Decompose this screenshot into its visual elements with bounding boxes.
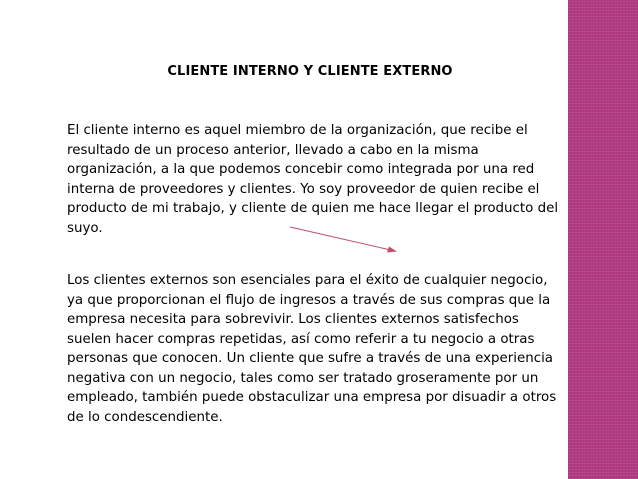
slide-title: CLIENTE INTERNO Y CLIENTE EXTERNO (167, 64, 453, 79)
decorative-side-bar (568, 0, 638, 479)
paragraph-internal-client: El cliente interno es aquel miembro de la organización, que recibe el resultado de un proceso anterior, llevado a cabo en la misma organización, a la que podemos concebir como integrada por una red interna de proveedores y clientes. Yo soy proveedor de quien recibe el producto de mi trabajo, y cliente de quien me hace llegar el producto del suyo. (67, 123, 559, 236)
paragraph-external-client: Los clientes externos son esenciales para el éxito de cualquier negocio, ya que proporcionan el flujo de ingresos a través de sus compras que la empresa necesita para sobrevivir. Los clientes externos satisfechos suelen hacer compras repetidas, así como referir a tu negocio a otras personas que conocen. Un cliente que sufre a través de una experiencia negativa con un negocio, tales como ser tratado groseramente por un empleado, también puede obstaculizar una empresa por disuadir a otros de lo condescendiente. (67, 273, 557, 425)
